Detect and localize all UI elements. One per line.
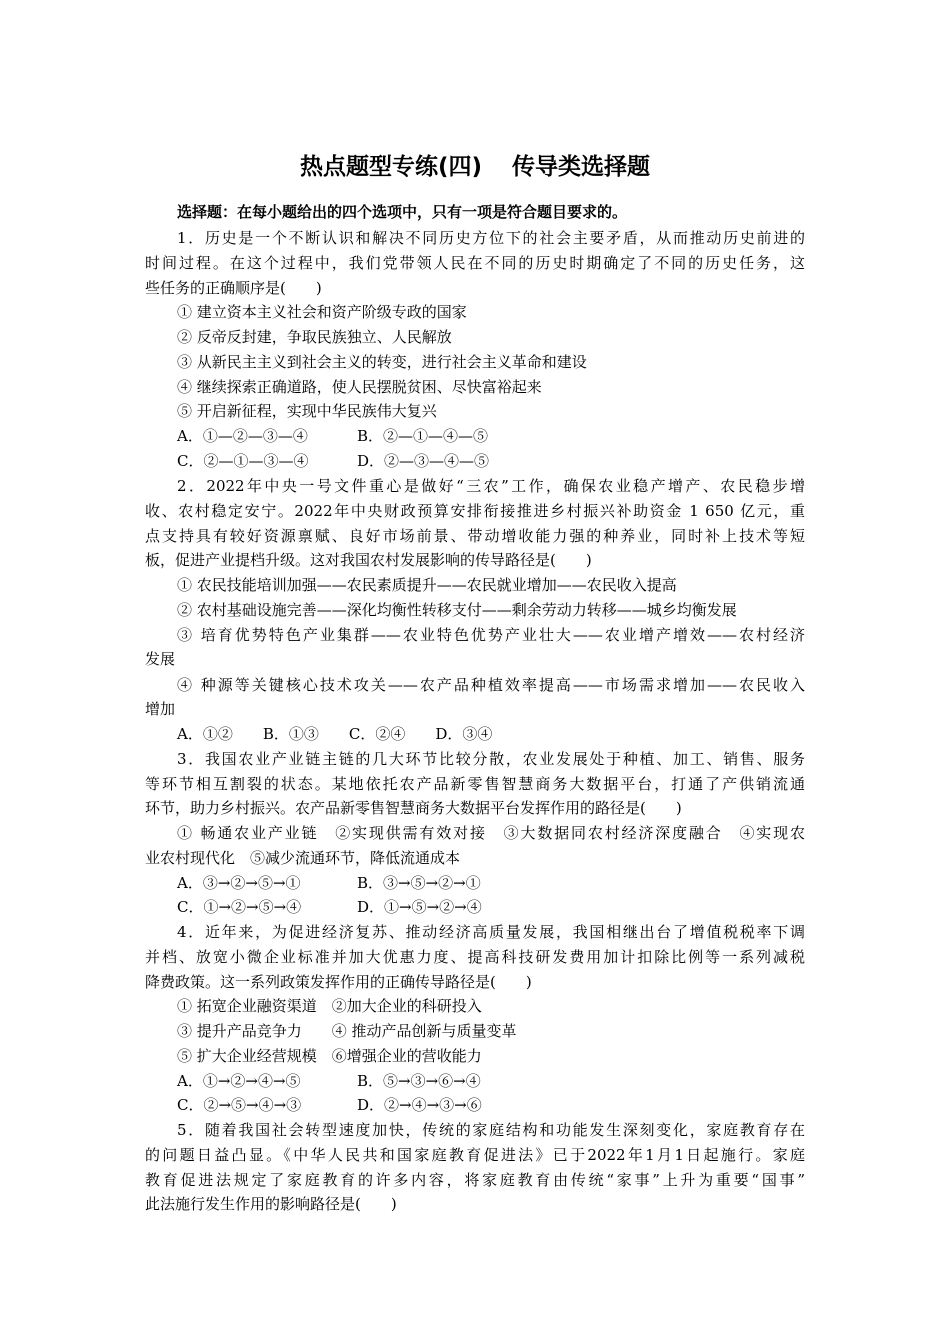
q2-option-b: B．①③ [262, 725, 319, 743]
q3-option-c: C．①→②→⑤→④ [177, 898, 302, 916]
q3-option-d: D．①→⑤→②→④ [357, 898, 482, 916]
q4-option-b: B．⑤→③→⑥→④ [357, 1072, 481, 1090]
q5-stem-line: 的问题日益凸显。《中华人民共和国家庭教育促进法》已于2022年1月1日起施行。家庭 [145, 1146, 805, 1164]
q1-item: ② 反帝反封建，争取民族独立、人民解放 [177, 328, 452, 346]
q2-option-d: D．③④ [435, 725, 493, 743]
q5-stem-line: 5．随着我国社会转型速度加快，传统的家庭结构和功能发生深刻变化，家庭教育存在 [177, 1121, 805, 1139]
q3-options-row [177, 896, 482, 918]
q2-item-cont: 发展 [145, 650, 176, 668]
q1-options-row [177, 425, 488, 447]
q2-option-a: A．①② [177, 725, 233, 743]
q5-stem-line: 教育促进法规定了家庭教育的许多内容，将家庭教育由传统“家事”上升为重要“国事” [145, 1171, 805, 1189]
q4-option-d: D．②→④→③→⑥ [357, 1096, 482, 1114]
q1-stem-line: 时间过程。在这个过程中，我们党带领人民在不同的历史时期确定了不同的历史任务，这 [145, 254, 805, 272]
q3-options-row [177, 872, 481, 894]
q2-option-c: C．②④ [348, 725, 406, 743]
q5-stem-line: 此法施行发生作用的影响路径是( ) [145, 1195, 397, 1213]
q3-option-b: B．③→⑤→②→① [357, 874, 481, 892]
q1-item: ⑤ 开启新征程，实现中华民族伟大复兴 [177, 402, 437, 420]
q4-option-c: C．②→⑤→④→③ [177, 1096, 302, 1114]
q1-stem-line: 些任务的正确顺序是( ) [145, 279, 322, 297]
q1-item: ④ 继续探索正确道路，使人民摆脱贫困、尽快富裕起来 [177, 378, 542, 396]
q4-items-line: ⑤ 扩大企业经营规模 ⑥增强企业的营收能力 [177, 1047, 482, 1065]
q4-stem-line: 并档、放宽小微企业标准并加大优惠力度、提高科技研发费用加计扣除比例等一系列减税 [145, 948, 805, 966]
q2-item: ③ 培育优势特色产业集群——农业特色优势产业壮大——农业增产增效——农村经济 [177, 626, 805, 644]
q1-option-b: B．②—①—④—⑤ [357, 427, 489, 445]
q2-stem-line: 2．2022年中央一号文件重心是做好“三农”工作，确保农业稳产增产、农民稳步增 [177, 477, 805, 495]
page-title [0, 152, 950, 182]
q1-option-c: C．②—①—③—④ [177, 452, 309, 470]
q4-items-line: ③ 提升产品竞争力 ④ 推动产品创新与质量变革 [177, 1022, 517, 1040]
q2-item: ① 农民技能培训加强——农民素质提升——农民就业增加——农民收入提高 [177, 576, 677, 594]
q3-stem-line: 等环节相互割裂的状态。某地依托农产品新零售智慧商务大数据平台，打通了产供销流通 [145, 775, 805, 793]
q3-stem-line: 环节，助力乡村振兴。农产品新零售智慧商务大数据平台发挥作用的路径是( ) [145, 799, 682, 817]
q2-stem-line: 点支持具有较好资源禀赋、良好市场前景、带动增收能力强的种养业，同时补上技术等短 [145, 527, 805, 545]
q2-item: ② 农村基础设施完善——深化均衡性转移支付——剩余劳动力转移——城乡均衡发展 [177, 601, 737, 619]
q3-stem-line: 3．我国农业产业链主链的几大环节比较分散，农业发展处于种植、加工、销售、服务 [177, 750, 805, 768]
q4-stem-line: 4．近年来，为促进经济复苏、推动经济高质量发展，我国相继出台了增值税税率下调 [177, 923, 805, 941]
q2-stem-line: 板，促进产业提档升级。这对我国农村发展影响的传导路径是( ) [145, 551, 592, 569]
instructions: 选择题：在每小题给出的四个选项中，只有一项是符合题目要求的。 [177, 203, 628, 221]
q4-options-row [177, 1094, 482, 1116]
q2-stem-line: 收、农村稳定安宁。2022年中央财政预算安排衔接推进乡村振兴补助资金 1 650 亿元，重 [145, 502, 805, 520]
q4-options-row [177, 1070, 481, 1092]
q4-items-line: ① 拓宽企业融资渠道 ②加大企业的科研投入 [177, 997, 482, 1015]
q3-items-line: ① 畅通农业产业链 ②实现供需有效对接 ③大数据同农村经济深度融合 ④实现农 [177, 824, 805, 842]
q1-item: ① 建立资本主义社会和资产阶级专政的国家 [177, 303, 467, 321]
q1-option-a: A．①—②—③—④ [177, 427, 308, 445]
title-sub: 传导类选择题 [512, 154, 651, 180]
q1-item: ③ 从新民主主义到社会主义的转变，进行社会主义革命和建设 [177, 353, 587, 371]
q1-options-row [177, 450, 489, 472]
title-main: 热点题型专练(四) [299, 154, 483, 180]
q3-items-line: 业农村现代化 ⑤减少流通环节，降低流通成本 [145, 849, 461, 867]
q1-option-d: D．②—③—④—⑤ [357, 452, 490, 470]
q1-stem-line: 1．历史是一个不断认识和解决不同历史方位下的社会主要矛盾，从而推动历史前进的 [177, 229, 805, 247]
q4-stem-line: 降费政策。这一系列政策发挥作用的正确传导路径是( ) [145, 973, 532, 991]
q3-option-a: A．③→②→⑤→① [177, 874, 301, 892]
q4-option-a: A．①→②→④→⑤ [177, 1072, 301, 1090]
q2-item: ④ 种源等关键核心技术攻关——农产品种植效率提高——市场需求增加——农民收入 [177, 676, 805, 694]
q2-item-cont: 增加 [145, 700, 176, 718]
q2-options-row [177, 723, 522, 745]
